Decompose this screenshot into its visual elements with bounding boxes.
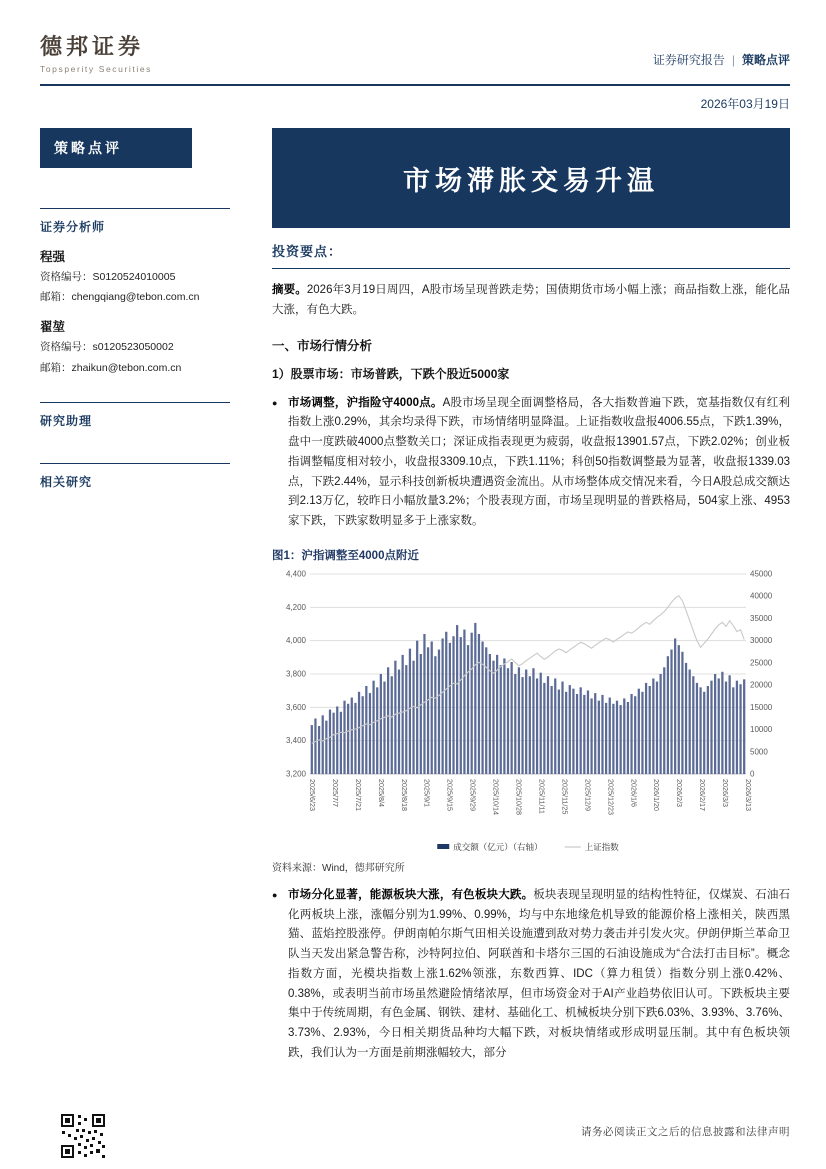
bullet1-text: A股市场呈现全面调整格局，各大指数普遍下跌，宽基指数仅有红利指数上涨0.29%，其余均录得下跌，市场情绪明显降温。上证指数收盘报4006.55点，下跌1.39%，盘中一度跌破4000点整数关口；深证成指表现更为疲弱，收盘报13901.57点，下跌2.02%；创业板指调整幅度相对较小，收盘报3309.10点，下跌1.11%；科创50指数调整最为显著，收盘报1339.03点，下跌2.44%，显示科技创新板块遭遇资金流出。从市场整体成交情况来看，今日A股总成交额达到2.13万亿，较昨日小幅放量3.2%；个股表现方面，市场呈现明显的普跌格局，504家上涨、4953家下跌，下跌家数明显多于上涨家数。: [288, 396, 790, 528]
svg-text:40000: 40000: [750, 591, 773, 601]
svg-text:2026/2/3: 2026/2/3: [675, 778, 685, 807]
bullet-paragraph: [272, 886, 790, 1064]
report-header: [40, 30, 790, 112]
svg-text:35000: 35000: [750, 613, 773, 623]
analyst-card: [40, 247, 230, 305]
svg-text:4,000: 4,000: [285, 636, 306, 646]
svg-text:3,600: 3,600: [285, 702, 306, 712]
svg-text:10000: 10000: [750, 724, 773, 734]
svg-text:2025/9/1: 2025/9/1: [422, 778, 432, 807]
subsection-heading: 1）股票市场：市场普跌，下跌个股近5000家: [272, 366, 510, 381]
analyst-section-heading: 证券分析师: [40, 208, 230, 235]
svg-text:30000: 30000: [750, 636, 773, 646]
brand-name-en: Topsperity Securities: [40, 64, 153, 74]
svg-text:4,200: 4,200: [285, 602, 306, 612]
svg-text:2025/7/21: 2025/7/21: [353, 778, 363, 811]
brand-logo: [40, 30, 152, 74]
svg-text:2025/7/7: 2025/7/7: [330, 778, 340, 807]
title-banner: [272, 128, 790, 228]
svg-text:2025/9/29: 2025/9/29: [468, 778, 478, 811]
svg-text:2025/11/25: 2025/11/25: [560, 778, 570, 815]
svg-text:2025/9/15: 2025/9/15: [445, 778, 455, 811]
svg-text:45000: 45000: [750, 569, 773, 579]
related-research-heading: 相关研究: [40, 463, 230, 490]
svg-text:15000: 15000: [750, 702, 773, 712]
abstract-text: 2026年3月19日周四，A股市场呈现普跌走势；国债期货市场小幅上涨；商品指数上涨，能化品大涨，有色大跌。: [272, 284, 791, 316]
report-type-line: [653, 51, 790, 74]
svg-text:2026/1/6: 2026/1/6: [629, 778, 639, 807]
analyst-cert: 资格编号：s0120523050002: [40, 341, 174, 354]
bullet-paragraph: [272, 394, 790, 532]
svg-text:3,200: 3,200: [285, 769, 306, 779]
svg-text:2025/12/23: 2025/12/23: [606, 778, 616, 815]
bullet2-lead: 市场分化显著，能源板块大涨，有色板块大跌。: [288, 888, 534, 901]
svg-text:2025/10/14: 2025/10/14: [491, 778, 501, 815]
report-body: [272, 128, 790, 1064]
svg-text:成交额（亿元）（右轴）: 成交额（亿元）（右轴）: [453, 841, 543, 852]
svg-text:2025/10/28: 2025/10/28: [514, 778, 524, 815]
figure1-chart: [272, 566, 790, 858]
svg-text:3,800: 3,800: [285, 669, 306, 679]
analyst-cert: 资格编号：S0120524010005: [40, 271, 176, 283]
analyst-name: 程强: [40, 250, 66, 264]
bullet2-text: 板块表现呈现明显的结构性特征，仅煤炭、石油石化两板块上涨，涨幅分别为1.99%、0.99%，均与中东地缘危机导致的能源价格上涨相关，陕西黑猫、蓝焰控股涨停。伊朗南帕尔斯气田相关设施遭到敌对势力袭击并引发火灾。伊朗伊斯兰革命卫队当天发出紧急警告称，沙特阿拉伯、阿联酋和卡塔尔三国的石油设施成为“合法打击目标”。概念指数方面，光模块指数上涨1.62%领涨，东数西算、IDC（算力租赁）指数分别上涨0.42%、0.38%，或表明当前市场虽然避险情绪浓厚，但市场资金对于AI产业趋势依旧认可。下跌板块主要集中于传统周期，有色金属、钢铁、建材、基础化工、机械板块分别下跌6.03%、3.93%、3.76%、3.73%、2.93%，今日相关期货品种均大幅下跌，对板块情绪或形成明显压制。其中有色板块领跌，我们认为一方面是前期涨幅较大，部分: [288, 888, 790, 1060]
category-badge: 策略点评: [40, 128, 192, 168]
brand-name: 德邦证券: [40, 34, 145, 59]
svg-text:20000: 20000: [750, 680, 773, 690]
svg-text:0: 0: [750, 769, 755, 779]
svg-text:2025/12/9: 2025/12/9: [583, 778, 593, 811]
abstract-lead: 摘要。: [272, 284, 307, 296]
report-type-label: 证券研究报告: [652, 53, 725, 67]
svg-text:2025/8/4: 2025/8/4: [376, 778, 386, 807]
bullet-icon: ●: [272, 889, 278, 900]
svg-text:2026/3/13: 2026/3/13: [744, 778, 753, 811]
svg-text:上证指数: 上证指数: [584, 841, 619, 852]
footer-disclaimer: 请务必阅读正文之后的信息披露和法律声明: [581, 1126, 790, 1138]
sidebar: [40, 128, 230, 1064]
report-title: 市场滞胀交易升温: [403, 165, 659, 196]
svg-text:3,400: 3,400: [285, 736, 306, 746]
svg-text:2026/3/3: 2026/3/3: [721, 778, 731, 807]
svg-text:5000: 5000: [750, 747, 768, 757]
svg-text:2025/8/18: 2025/8/18: [399, 778, 409, 811]
figure1-caption: 图1：沪指调整至4000点附近: [272, 549, 419, 562]
svg-text:2025/11/11: 2025/11/11: [537, 778, 547, 814]
report-date: 2026年03月19日: [700, 97, 790, 111]
figure1-source-note: 资料来源：Wind，德邦研究所: [272, 862, 405, 874]
svg-text:25000: 25000: [750, 658, 773, 668]
bullet1-body: [288, 394, 790, 532]
svg-text:2026/2/17: 2026/2/17: [698, 778, 708, 811]
abstract-paragraph: [272, 281, 790, 321]
svg-text:4,400: 4,400: [285, 569, 306, 579]
section-heading: 一、市场行情分析: [272, 338, 373, 353]
analyst-name: 翟堃: [40, 320, 66, 335]
analyst-email: 邮箱：chengqiang@tebon.com.cn: [40, 291, 200, 304]
report-footer: [40, 1113, 790, 1159]
assistant-section-heading: 研究助理: [40, 402, 230, 429]
svg-text:2025/6/23: 2025/6/23: [308, 778, 317, 811]
svg-text:2026/1/20: 2026/1/20: [652, 778, 662, 811]
bullet2-body: [288, 886, 790, 1064]
qr-code: [60, 1113, 106, 1159]
highlights-label: 投资要点：: [272, 228, 790, 269]
analyst-card: [40, 317, 230, 375]
separator: |: [731, 53, 735, 67]
bullet1-lead: 市场调整，沪指险守4000点。: [288, 396, 443, 409]
report-category-label: 策略点评: [741, 53, 790, 67]
bullet-icon: ●: [272, 397, 278, 408]
analyst-email: 邮箱：zhaikun@tebon.com.cn: [40, 361, 182, 374]
